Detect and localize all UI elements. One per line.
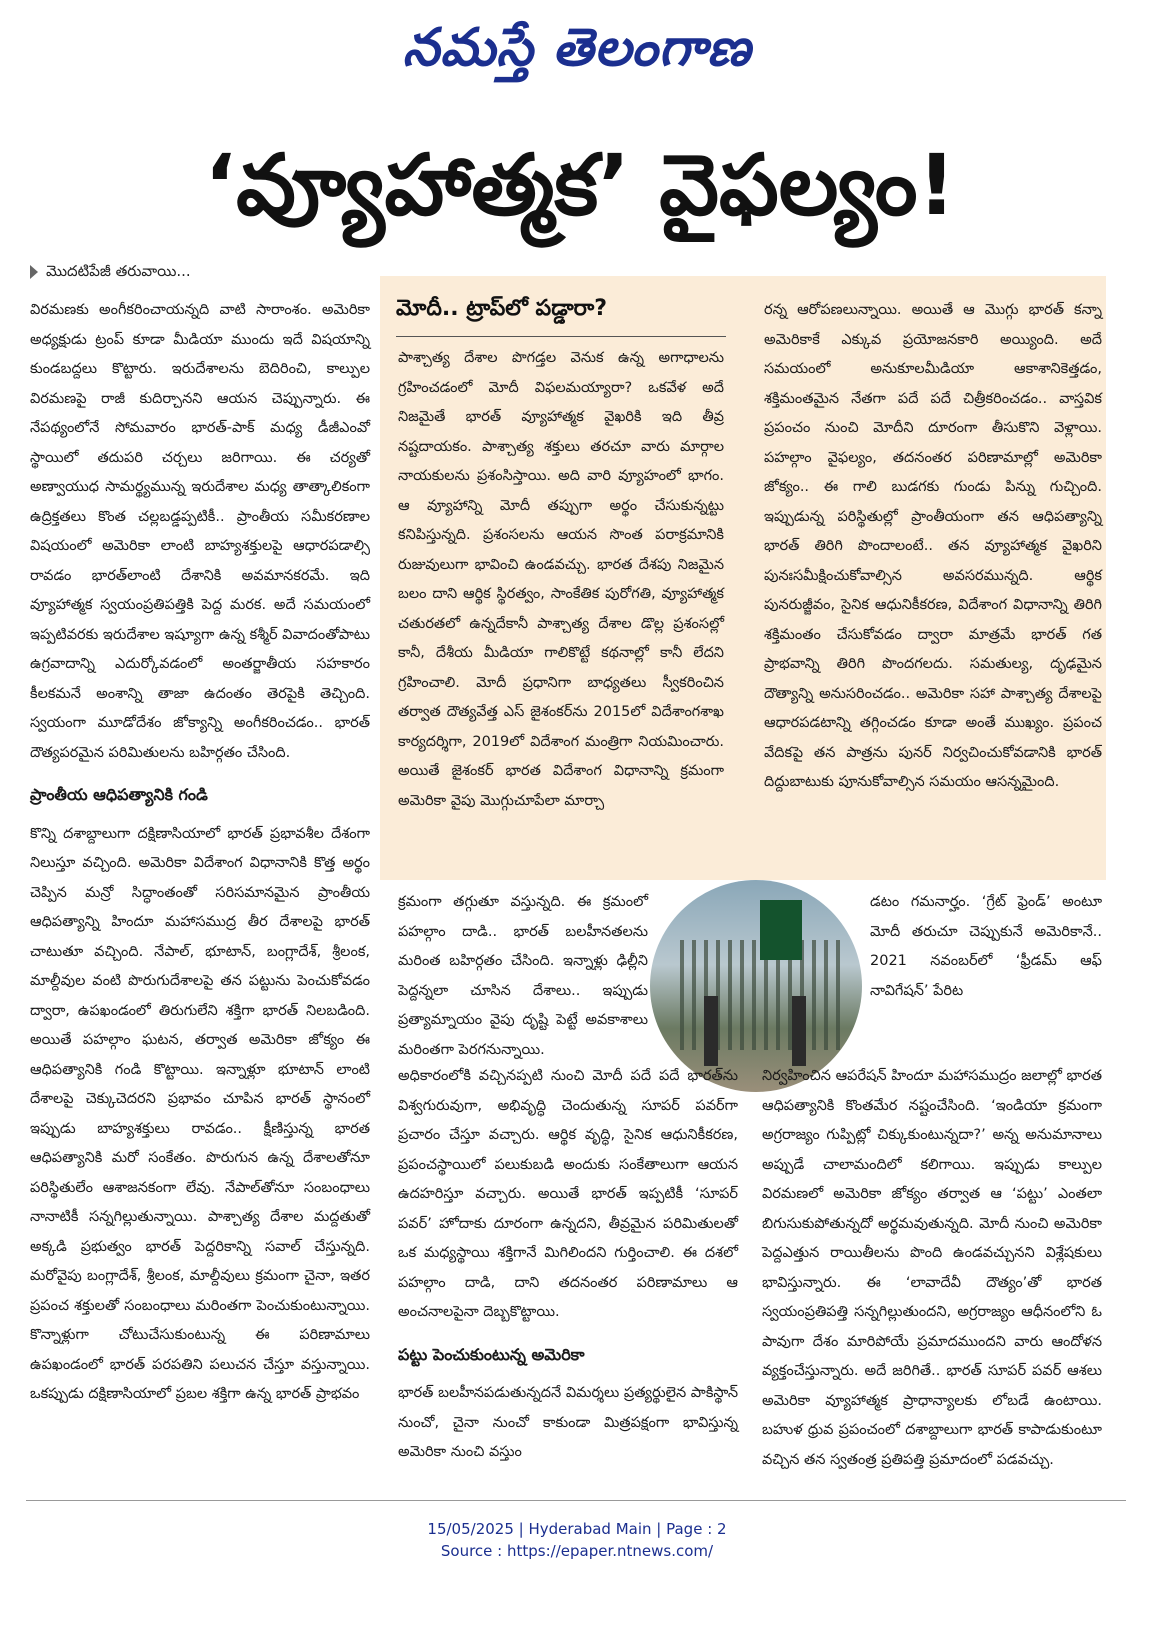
paragraph: నిర్వహించిన ఆపరేషన్ హిందూ మహాసముద్రం జలాల్లో భారత ఆధిపత్యానికి కొంతమేర నష్టంచేసింది. ‘ఇండియా క్రమంగా అగ్రరాజ్యం గుప్పిట్లో చిక్కుకుంటున్నదా?’ అన్న అనుమానాలు అప్పుడే చాలామందిలో కలిగాయి. ఇప్పుడు కాల్పుల విరమణలో అమెరికా జోక్యం తర్వాత ఆ ‘పట్టు’ ఎంతలా బిగుసుకుపోతున్నదో అర్థమవుతున్నది. మోదీ నుంచి అమెరికా పెద్దఎత్తున రాయితీలను పొంది ఉండవచ్చునని విశ్లేషకులు భావిస్తున్నారు. ఈ ‘లావాదేవీ దౌత్యం’తో భారత స్వయంప్రతిపత్తి సన్నగిల్లుతుందని, అగ్రరాజ్యం ఆధీనంలోని ఓ పావుగా దేశం మారిపోయే ప్రమాదముందని వారు ఆందోళన వ్యక్తంచేస్తున్నారు. అదే జరిగితే.. భారత్ సూపర్ పవర్ ఆశలు అమెరికా వ్యూహాత్మక ప్రాధాన్యాలకు లోబడే ఉంటాయి. బహుళ ధ్రువ ప్రపంచంలో దశాబ్దాలుగా భారత్ కాపాడుకుంటూ వచ్చిన తన స్వతంత్ర ప్రతిపత్తి ప్రమాదంలో పడవచ్చు.	[762, 1068, 1102, 1468]
paragraph: భారత్ బలహీనపడుతున్నదనే విమర్శలు ప్రత్యర్థులైన పాకిస్థాన్ నుంచో, చైనా నుంచో కాకుండా మిత్రపక్షంగా భావిస్తున్న అమెరికా నుంచి వస్తుం	[398, 1385, 738, 1460]
column-d-top	[398, 888, 648, 1065]
paragraph: అధికారంలోకి వచ్చినప్పటి నుంచి మోదీ పదే పదే భారత్‌ను విశ్వగురువుగా, అభివృద్ధి చెందుతున్న సూపర్ పవర్‌గా ప్రచారం చేస్తూ వచ్చారు. ఆర్థిక వృద్ధి, సైనిక ఆధునికీకరణ, ప్రపంచస్థాయిలో పలుకుబడి అందుకు సంకేతాలుగా ఆయన ఉదహరిస్తూ వచ్చారు. అయితే భారత్ ఇప్పటికీ ‘సూపర్ పవర్’ హోదాకు దూరంగా ఉన్నదని, తీవ్రమైన పరిమితులతో ఒక మధ్యస్థాయి శక్తిగానే మిగిలిందని గుర్తించాలి. ఈ దశలో పహల్గాం దాడి, దాని తదనంతర పరిణామాలు ఆ అంచనాలపైనా దెబ్బకొట్టాయి.	[398, 1068, 738, 1320]
soldier-image-part	[704, 996, 718, 1066]
box-divider	[396, 336, 726, 337]
column-e	[762, 1062, 1102, 1475]
subheading: పట్టు పెంచుకుంటున్న అమెరికా	[398, 1344, 585, 1364]
column-e-top	[870, 888, 1102, 1006]
footer-source-link[interactable]: Source : https://epaper.ntnews.com/	[440, 1542, 714, 1560]
paragraph: డటం గమనార్హం. ‘గ్రేట్ ఫ్రెండ్’ అంటూ మోదీ తరుచూ చెప్పుకునే అమెరికానే.. 2021 నవంబర్‌లో ‘ఫ్రీడమ్ ఆఫ్ నావిగేషన్’ పేరిట	[870, 894, 1102, 999]
paragraph: రన్న ఆరోపణలున్నాయి. అయితే ఆ మొగ్గు భారత్ కన్నా అమెరికాకే ఎక్కువ ప్రయోజనకారి అయ్యింది. అదే సమయంలో అనుకూలమీడియా ఆకాశానికెత్తడం, శక్తిమంతమైన నేతగా పదే పదే చిత్రీకరించడం.. వాస్తవిక ప్రపంచం నుంచి మోదీని దూరంగా తీసుకొని వెళ్లాయి. పహల్గాం వైఫల్యం, తదనంతర పరిణామాల్లో అమెరికా జోక్యం.. ఈ గాలి బుడగకు గుండు పిన్ను గుచ్చింది. ఇప్పుడున్న పరిస్థితుల్లో ప్రాంతీయంగా తన ఆధిపత్యాన్ని భారత్ తిరిగి పొందాలంటే.. తన వ్యూహాత్మక వైఖరిని పునఃసమీక్షించుకోవాల్సిన అవసరమున్నది. ఆర్థిక పునరుజ్జీవం, సైనిక ఆధునికీకరణ, విదేశాంగ విధానాన్ని తిరిగి శక్తిమంతం చేసుకోవడం ద్వారా మాత్రమే భారత్ గత ప్రాభవాన్ని తిరిగి పొందగలదు. సమతుల్య, దృఢమైన దౌత్యాన్ని అనుసరించడం.. అమెరికా సహా పాశ్చాత్య దేశాలపై ఆధారపడటాన్ని తగ్గించడం కూడా అంతే ముఖ్యం. ప్రపంచ వేదికపై తన పాత్రను పునర్ నిర్వచించుకోవడానికి భారత్ దిద్దుబాటుకు పూనుకోవాల్సిన సమయం ఆసన్నమైంది.	[764, 302, 1102, 790]
continued-label	[30, 262, 191, 284]
subheading: ప్రాంతీయ ఆధిపత్యానికి గండి	[30, 785, 208, 804]
paragraph: కొన్ని దశాబ్దాలుగా దక్షిణాసియాలో భారత్ ప్రభావశీల దేశంగా నిలుస్తూ వచ్చింది. అమెరికా విదేశాంగ విధానానికి కొత్త అర్థం చెప్పిన మన్రో సిద్ధాంతంతో సరిసమానమైన ప్రాంతీయ ఆధిపత్యాన్ని హిందూ మహాసముద్ర తీర దేశాలపై భారత్ చాటుతూ వచ్చింది. నేపాల్, భూటాన్, బంగ్లాదేశ్, శ్రీలంక, మాల్దీవుల వంటి పొరుగుదేశాలపై తన పట్టును పెంచుకోవడం ద్వారా, ఉపఖండంలో తిరుగులేని శక్తిగా భారత్ నిలబడింది. అయితే పహల్గాం ఘటన, తర్వాత అమెరికా జోక్యం ఈ ఆధిపత్యానికి గండి కొట్టాయి. ఇన్నాళ్లూ భూటాన్ లాంటి దేశాలపై చెక్కుచెదరని ప్రభావం చూపిన భారత్ స్థానంలో ఇప్పుడు బాహ్యశక్తులు రావడం.. క్షీణిస్తున్న భారత ఆధిపత్యానికి మరో సంకేతం. పొరుగున ఉన్న దేశాలతోనూ పరిస్థితులేం ఆశాజనకంగా లేవు. నేపాల్‌తోనూ సంబంధాలు నానాటికీ సన్నగిల్లుతున్నాయి. పాశ్చాత్య దేశాల మద్దతుతో అక్కడి ప్రభుత్వం భారత్ పెద్దరికాన్ని సవాల్ చేస్తున్నది. మరోవైపు బంగ్లాదేశ్, శ్రీలంక, మాల్దీవులు క్రమంగా చైనా, ఇతర ప్రపంచ శక్తులతో సంబంధాలు మరింతగా పెంచుకుంటున్నాయి. కొన్నాళ్లుగా చోటుచేసుకుంటున్న ఈ పరిణామాలు ఉపఖండంలో భారత్ పరపతిని పలుచన చేస్తూ వస్తున్నాయి. ఒకప్పుడు దక్షిణాసియాలో ప్రబల శక్తిగా ఉన్న భారత్ ప్రాభవం	[30, 825, 370, 1402]
column-a	[30, 296, 370, 1410]
column-d	[398, 1062, 738, 1468]
box-column-right	[764, 296, 1102, 798]
triangle-arrow-icon	[30, 265, 38, 279]
soldier-image-part	[792, 996, 806, 1066]
masthead-logo[interactable]: నమస్తే తెలంగాణ	[402, 18, 752, 78]
flag-image-part	[760, 900, 802, 960]
box-title: మోదీ.. ట్రాప్‌లో పడ్డారా?	[396, 296, 608, 321]
headline: ‘వ్యూహాత్మక’ వైఫల్యం!	[204, 136, 956, 234]
footer-date-edition: 15/05/2025 | Hyderabad Main | Page : 2	[427, 1520, 727, 1538]
continued-text: మొదటిపేజీ తరువాయి...	[46, 262, 191, 280]
paragraph: పాశ్చాత్య దేశాల పొగడ్తల వెనుక ఉన్న అగాధాలను గ్రహించడంలో మోదీ విఫలమయ్యారా? ఒకవేళ అదే నిజమైతే భారత్ వ్యూహాత్మక వైఖరికి ఇది తీవ్ర నష్టదాయకం. పాశ్చాత్య శక్తులు తరచూ వారు మార్గాల నాయకులను ప్రశంసిస్తాయి. అది వారి వ్యూహంలో భాగం. ఆ వ్యూహాన్ని మోదీ తప్పుగా అర్థం చేసుకున్నట్టు కనిపిస్తున్నది. ప్రశంసలను ఆయన సొంత పరాక్రమానికి రుజువులుగా భావించి ఉండవచ్చు. భారత దేశపు నిజమైన బలం దాని ఆర్థిక స్థిరత్వం, సాంకేతిక పురోగతి, వ్యూహాత్మక చతురతలో ఉన్నదేకానీ పాశ్చాత్య దేశాల డొల్ల ప్రశంసల్లో కానీ, దేశీయ మీడియా గాలికొట్టే కథనాల్లో కానీ లేదని గ్రహించాలి. మోదీ ప్రధానిగా బాధ్యతలు స్వీకరించిన తర్వాత దౌత్యవేత్త ఎస్ జైశంకర్‌ను 2015లో విదేశాంగశాఖ కార్యదర్శిగా, 2019లో విదేశాంగ మంత్రిగా నియమించారు. అయితే జైశంకర్ భారత విదేశాంగ విధానాన్ని క్రమంగా అమెరికా వైపు మొగ్గుచూపేలా మార్చా	[398, 350, 724, 809]
paragraph: క్రమంగా తగ్గుతూ వస్తున్నది. ఈ క్రమంలో పహల్గాం దాడి.. భారత్ బలహీనతలను మరింత బహిర్గతం చేసింది. ఇన్నాళ్లు ఢిల్లీని పెద్దన్నలా చూసిన దేశాలు.. ఇప్పుడు ప్రత్యామ్నాయం వైపు దృష్టి పెట్టే అవకాశాలు మరింతగా పెరగనున్నాయి.	[398, 894, 648, 1058]
footer-divider	[26, 1500, 1126, 1501]
box-column-left	[398, 344, 724, 816]
paragraph: విరమణకు అంగీకరించాయన్నది వాటి సారాంశం. అమెరికా అధ్యక్షుడు ట్రంప్ కూడా మీడియా ముందు ఇదే విషయాన్ని కుండబద్దలు కొట్టారు. ఇరుదేశాలను బెదిరించి, కాల్పుల విరమణపై రాజీ కుదిర్చానని ఆయన చెప్పున్నారు. ఈ నేపథ్యంలోనే సోమవారం భారత్-పాక్ మధ్య డీజీఎంవో స్థాయిలో తదుపరి చర్చలు జరిగాయి. ఈ చర్యతో అణ్వాయుధ సామర్థ్యమున్న ఇరుదేశాల మధ్య తాత్కాలికంగా ఉద్రిక్తతలు కొంత చల్లబడ్డప్పటికీ.. ప్రాంతీయ సమీకరణాల విషయంలో అమెరికా లాంటి బాహ్యశక్తులపై ఆధారపడాల్సి రావడం భారత్‌లాంటి దేశానికి అవమానకరమే. ఇది వ్యూహాత్మక స్వయంప్రతిపత్తికి పెద్ద మరక. అదే సమయంలో ఇప్పటివరకు ఇరుదేశాల ఇష్యూగా ఉన్న కశ్మీర్ వివాదంతోపాటు ఉగ్రవాదాన్ని ఎదుర్కోవడంలో అంతర్జాతీయ సహకారం కీలకమనే అంశాన్ని తాజా ఉదంతం తెరపైకి తెచ్చింది. స్వయంగా మూడోదేశం జోక్యాన్ని అంగీకరించడం.. భారత్ దౌత్యపరమైన పరిమితులను బహిర్గతం చేసింది.	[30, 302, 370, 761]
border-ceremony-photo	[650, 880, 862, 1092]
